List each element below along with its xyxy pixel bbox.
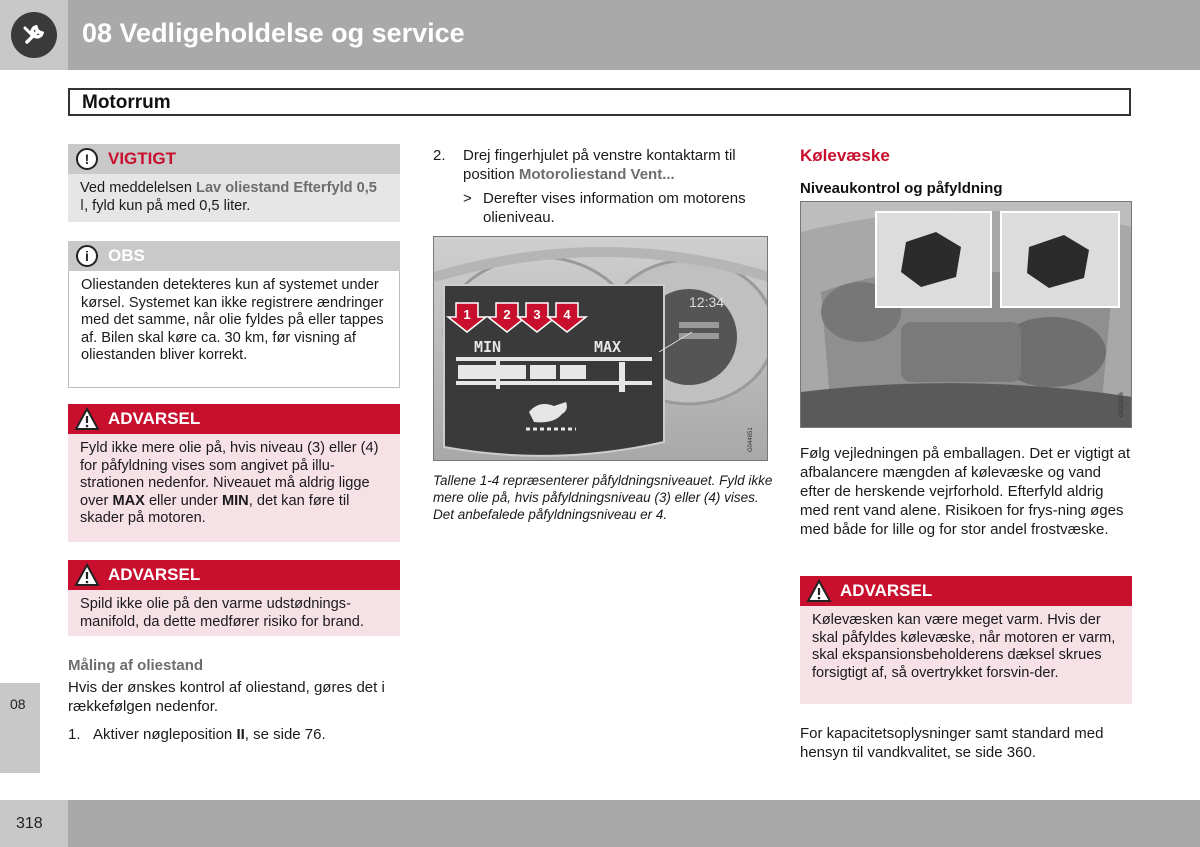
figure-code: G044851 [748, 427, 754, 452]
advarsel-label-1: ADVARSEL [108, 409, 201, 428]
maaling-heading: Måling af oliestand [68, 657, 204, 674]
warning-icon [74, 407, 100, 431]
koelevaeske-heading: Kølevæske [800, 146, 890, 165]
step-1-key-position: II [236, 726, 245, 743]
vigtigt-text-end: , fyld kun på med 0,5 liter. [84, 197, 251, 214]
advarsel-text-3: , det kan føre til skader på motoren. [80, 492, 350, 526]
step-1-number: 1. [68, 726, 81, 743]
section-title: Motorrum [82, 92, 171, 113]
figure-caption: Tallene 1-4 repræsenterer påfyldningsniveauet. Fyld ikke mere olie på, hvis påfyldningsniveau (3) eller (4) vises. Det anbefalede påfyldningsniveau er 4. [433, 473, 773, 522]
koelevaeske-text: Følg vejledningen på emballagen. Det er vigtigt at afbalancere mængden af kølevæske og vand efter de herskende vejrforhold. Efterfyld aldrig med rent vand alene. Risikoen for frys-ning øges med både for lille og for stor andel frostvæske. [800, 445, 1131, 538]
vigtigt-box [68, 144, 400, 222]
advarsel-header-3 [800, 576, 1132, 606]
advarsel-text-1: Fyld ikke mere olie på, hvis niveau (3) eller (4) for påfyldning vises som angivet på illu-strationen nedenfor. Niveauet må aldrig ligge over [80, 440, 379, 509]
page-number: 318 [16, 815, 43, 832]
obs-box [68, 241, 400, 388]
vigtigt-label: VIGTIGT [108, 149, 176, 168]
chapter-title: 08 Vedligeholdelse og service [82, 18, 465, 48]
engine-figure-code: G031916 [1119, 392, 1125, 417]
advarsel-label-3: ADVARSEL [840, 581, 933, 600]
advarsel-label-2: ADVARSEL [108, 565, 201, 584]
engine-bay-illustration [801, 202, 1132, 428]
sub-marker: > [463, 190, 472, 207]
step-2-menu-item: Motoroliestand Vent... [518, 166, 675, 183]
obs-label: OBS [108, 246, 145, 265]
marker-1: 1 [463, 307, 471, 322]
chapter-side-tab-number: 08 [10, 696, 26, 712]
step-2-number: 2. [433, 147, 446, 164]
vigtigt-message: Lav oliestand Efterfyld 0,5 l [80, 180, 377, 214]
wrench-icon [11, 12, 57, 58]
engine-figure [800, 201, 1132, 428]
info-icon: i [76, 245, 98, 267]
warning-icon [74, 563, 100, 587]
advarsel-body-1 [68, 434, 400, 542]
instrument-figure [433, 236, 768, 461]
obs-header [68, 241, 400, 271]
max-label: MAX [112, 492, 145, 509]
header-icon-box [0, 0, 68, 70]
vigtigt-header [68, 144, 400, 174]
figure-clock: 12:34 [689, 294, 725, 310]
obs-body: Oliestanden detekteres kun af systemet under kørsel. Systemet kan ikke registrere ændringer med det samme, når olie fyldes på eller tappes af. Bilen skal køre ca. 30 km, før visning af oliestanden bliver korrekt. [68, 271, 400, 388]
marker-4: 4 [563, 307, 571, 322]
kapacitet-text: For kapacitetsoplysninger samt standard med hensyn til vandkvalitet, se side 360. [800, 725, 1104, 761]
figure-min-label: MIN [474, 338, 502, 356]
step-2 [433, 146, 773, 184]
step-1 [68, 725, 402, 744]
vigtigt-text: Ved meddelelsen [80, 180, 197, 196]
min-label: MIN [221, 492, 249, 509]
maaling-text: Hvis der ønskes kontrol af oliestand, gøres det i rækkefølgen nedenfor. [68, 679, 385, 715]
advarsel-box-2 [68, 560, 400, 636]
step-1-text-end: , se side 76. [244, 726, 326, 743]
warning-icon [806, 579, 832, 603]
advarsel-header-2 [68, 560, 400, 590]
marker-3: 3 [533, 307, 541, 322]
section-title-box [68, 88, 1131, 116]
instrument-cluster-illustration [434, 237, 768, 461]
vigtigt-body [68, 174, 400, 222]
exclamation-icon: ! [76, 148, 98, 170]
chapter-side-tab [0, 683, 40, 773]
advarsel-box-3 [800, 576, 1132, 704]
niveaukontrol-heading: Niveaukontrol og påfyldning [800, 180, 1003, 197]
step-2-sub [463, 189, 773, 227]
step-2-text: Drej fingerhjulet på venstre kontaktarm til position [463, 147, 736, 183]
footer-bar [0, 800, 1200, 847]
advarsel-text-2: eller under [144, 492, 222, 509]
advarsel-body-2: Spild ikke olie på den varme udstødnings-manifold, da dette medfører risiko for brand. [68, 590, 400, 636]
step-2-sub-text: Derefter vises information om motorens olieniveau. [483, 190, 746, 226]
marker-2: 2 [503, 307, 511, 322]
figure-max-label: MAX [594, 338, 622, 356]
advarsel-box-1 [68, 404, 400, 542]
step-1-text: Aktiver nøgleposition [93, 726, 237, 743]
advarsel-header-1 [68, 404, 400, 434]
advarsel-body-3: Kølevæsken kan være meget varm. Hvis der skal påfyldes kølevæske, når motoren er varm, skal ekspansionsbeholderens dæksel skrues forsigtigt af, så overtrykket forsvin-der. [800, 606, 1132, 704]
